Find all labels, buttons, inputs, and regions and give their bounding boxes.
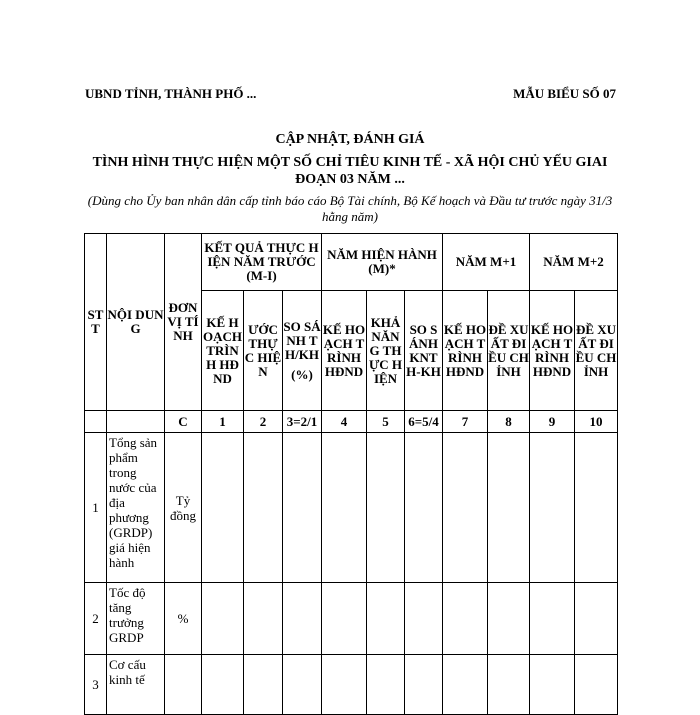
column-number-cell: 7 xyxy=(443,411,488,433)
row-unit: % xyxy=(165,583,202,655)
subheader-proposal: ĐỀ XUẤT ĐIỀU CHỈNH xyxy=(488,291,530,411)
group-header-year-m2: NĂM M+2 xyxy=(530,234,618,291)
subheader-plan: KẾ HOẠCH TRÌNH HĐND xyxy=(322,291,367,411)
document-title: CẬP NHẬT, ĐÁNH GIÁ xyxy=(275,132,425,147)
table-cell xyxy=(244,655,283,715)
table-cell xyxy=(283,655,322,715)
table-cell xyxy=(322,655,367,715)
column-number-cell: 6=5/4 xyxy=(405,411,443,433)
group-header-year-m1: NĂM M+1 xyxy=(443,234,530,291)
table-row xyxy=(85,583,618,655)
subheader-proposal: ĐỀ XUẤT ĐIỀU CHỈNH xyxy=(575,291,618,411)
subheader-compare-label: SO SÁNH TH/KH xyxy=(283,318,321,362)
form-number: MẪU BIỂU SỐ 07 xyxy=(513,86,616,101)
row-number: 3 xyxy=(85,655,107,715)
table-cell xyxy=(405,433,443,583)
subheader-estimate: ƯỚC THỰC HIỆN xyxy=(244,291,283,411)
table-cell xyxy=(575,583,618,655)
column-number-cell: 1 xyxy=(202,411,244,433)
subheader-plan: KẾ HOẠCH TRÌNH HĐND xyxy=(443,291,488,411)
indicator-table xyxy=(84,233,618,715)
table-cell xyxy=(488,583,530,655)
subheader-compare-unit: (%) xyxy=(291,366,313,382)
table-cell xyxy=(443,655,488,715)
table-cell xyxy=(443,583,488,655)
table-row xyxy=(85,433,618,583)
table-cell xyxy=(367,583,405,655)
table-cell xyxy=(575,433,618,583)
header-agency: UBND TỈNH, THÀNH PHỐ ... xyxy=(85,86,257,101)
title-block xyxy=(84,131,616,225)
column-number-row xyxy=(85,411,618,433)
table-cell xyxy=(367,655,405,715)
column-number-cell: 2 xyxy=(244,411,283,433)
table-cell xyxy=(405,655,443,715)
row-number: 1 xyxy=(85,433,107,583)
column-number-cell: 3=2/1 xyxy=(283,411,322,433)
table-cell xyxy=(202,583,244,655)
column-number-cell: 8 xyxy=(488,411,530,433)
table-cell xyxy=(488,433,530,583)
table-cell xyxy=(244,583,283,655)
subheader-capability: KHẢ NĂNG THỰC HIỆN xyxy=(367,291,405,411)
table-cell xyxy=(322,433,367,583)
column-number-cell: C xyxy=(165,411,202,433)
col-header-content: NỘI DUNG xyxy=(107,234,165,411)
group-header-current-year: NĂM HIỆN HÀNH (M)* xyxy=(322,234,443,291)
column-number-cell: 4 xyxy=(322,411,367,433)
table-cell xyxy=(283,433,322,583)
subheader-plan: KẾ HOẠCH TRÌNH HĐND xyxy=(202,291,244,411)
row-number: 2 xyxy=(85,583,107,655)
subheader-compare xyxy=(283,291,322,411)
table-cell xyxy=(530,433,575,583)
table-cell xyxy=(405,583,443,655)
table-cell xyxy=(488,655,530,715)
table-cell xyxy=(367,433,405,583)
row-content: Tổng sản phẩm trong nước của địa phương (GRDP) giá hiện hành xyxy=(107,433,165,583)
column-number-cell: 10 xyxy=(575,411,618,433)
header-row-groups xyxy=(85,234,618,291)
subheader-plan: KẾ HOẠCH TRÌNH HĐND xyxy=(530,291,575,411)
group-header-previous-year: KẾT QUẢ THỰC HIỆN NĂM TRƯỚC (M-I) xyxy=(202,234,322,291)
document-note: (Dùng cho Ủy ban nhân dân cấp tỉnh báo cáo Bộ Tài chính, Bộ Kế hoạch và Đầu tư trước ngày 31/3 hằng năm) xyxy=(87,193,613,224)
column-number-cell: 5 xyxy=(367,411,405,433)
table-cell xyxy=(575,655,618,715)
column-number-cell: 9 xyxy=(530,411,575,433)
table-cell xyxy=(202,433,244,583)
table-cell xyxy=(322,583,367,655)
column-number-cell xyxy=(107,411,165,433)
table-row xyxy=(85,655,618,715)
row-content: Cơ cấu kinh tế xyxy=(107,655,165,715)
table-cell xyxy=(244,433,283,583)
table-cell xyxy=(283,583,322,655)
col-header-stt: STT xyxy=(85,234,107,411)
subheader-compare: SO SÁNH KNTH-KH xyxy=(405,291,443,411)
row-unit: Tỷ đồng xyxy=(165,433,202,583)
row-content: Tốc độ tăng trưởng GRDP xyxy=(107,583,165,655)
row-unit xyxy=(165,655,202,715)
table-cell xyxy=(443,433,488,583)
table-cell xyxy=(530,655,575,715)
column-number-cell xyxy=(85,411,107,433)
table-cell xyxy=(530,583,575,655)
table-cell xyxy=(202,655,244,715)
document-subtitle: TÌNH HÌNH THỰC HIỆN MỘT SỐ CHỈ TIÊU KINH TẾ - XÃ HỘI CHỦ YẾU GIAI ĐOẠN 03 NĂM ... xyxy=(92,155,608,187)
col-header-unit: ĐƠN VỊ TÍNH xyxy=(165,234,202,411)
